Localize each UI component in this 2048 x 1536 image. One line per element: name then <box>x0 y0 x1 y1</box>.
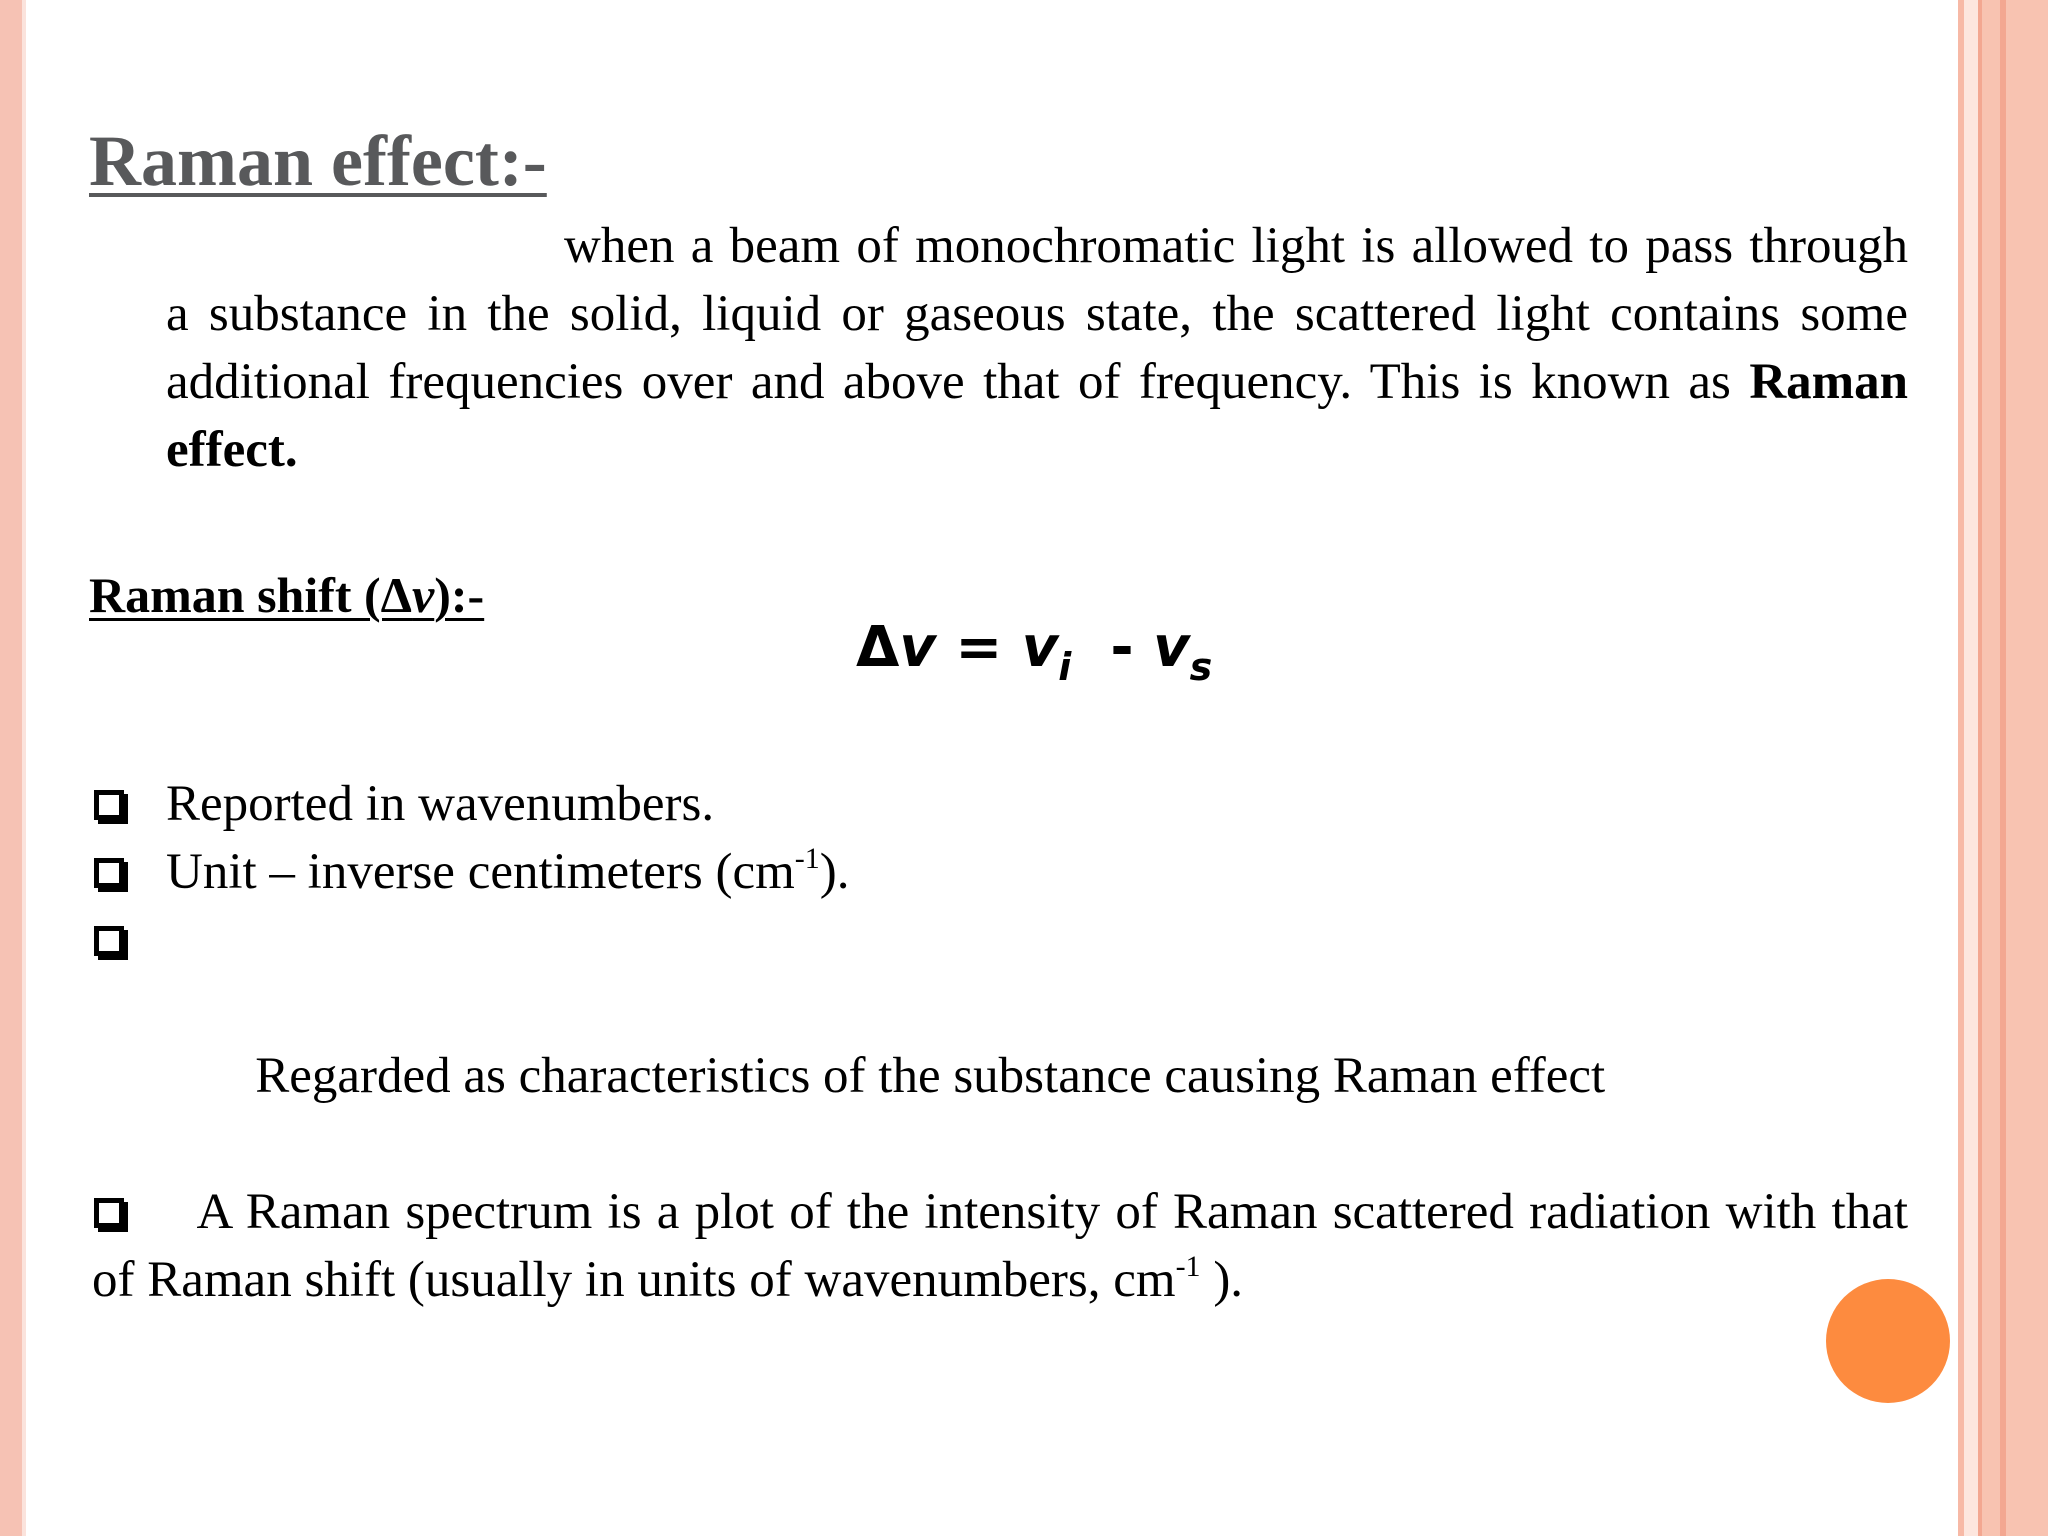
right-border-band <box>2000 0 2006 1536</box>
bullet-text: Regarded as characteristics of the substance causing Raman effect <box>242 1048 1606 1104</box>
formula-minus: - <box>1071 615 1154 680</box>
left-border-inner-decoration <box>22 0 26 1536</box>
raman-shift-formula <box>856 615 1212 689</box>
left-border-decoration <box>0 0 22 1536</box>
formula-subscript-i: i <box>1058 645 1072 689</box>
checkbox-bullet-icon <box>94 926 124 956</box>
checkbox-bullet-icon <box>94 1198 124 1228</box>
bullet-superscript: -1 <box>794 842 820 875</box>
raman-shift-heading-prefix: Raman shift (Δ <box>89 567 413 623</box>
intro-paragraph <box>166 212 1908 484</box>
slide-title: Raman effect:- <box>89 121 547 201</box>
list-item <box>92 906 1908 1178</box>
bullet-list <box>92 770 1921 1314</box>
accent-circle-decoration <box>1826 1279 1950 1403</box>
raman-shift-heading-suffix: ):- <box>434 567 485 623</box>
bullet-text: Unit – inverse centimeters (cm <box>166 844 795 900</box>
formula-equals: = <box>935 615 1022 680</box>
list-item <box>92 1178 1921 1314</box>
bullet-text: A Raman spectrum is a plot of the intensity of Raman scattered radiation with that of Raman shift (usually in units of wavenumbers, cm <box>92 1184 1921 1308</box>
formula-term-scattered: v <box>1153 615 1190 680</box>
right-border-band <box>1982 0 2048 1536</box>
checkbox-bullet-icon <box>94 858 124 888</box>
bullet-text: Reported in wavenumbers. <box>166 776 715 832</box>
bullet-superscript: -1 <box>1175 1250 1201 1283</box>
right-border-band <box>1964 0 1978 1536</box>
intro-text: when a beam of monochromatic light is allowed to pass through a substance in the solid, liquid or gaseous state, the scattered light contains some additional frequencies over and above that of frequency. This is known as <box>166 218 1908 410</box>
bullet-text-end: ). <box>819 844 850 900</box>
raman-shift-heading-symbol: v <box>412 567 435 623</box>
formula-subscript-s: s <box>1189 645 1213 689</box>
raman-shift-heading <box>89 566 484 624</box>
formula-term-incident: v <box>1021 615 1059 680</box>
intro-bold-term: Raman effect. <box>166 354 1908 478</box>
list-item <box>92 770 1908 838</box>
bullet-text-end: ). <box>1200 1252 1244 1308</box>
list-item <box>92 838 1908 906</box>
formula-lhs: v <box>899 615 936 680</box>
checkbox-bullet-icon <box>94 790 124 820</box>
formula-delta: Δ <box>856 615 900 680</box>
